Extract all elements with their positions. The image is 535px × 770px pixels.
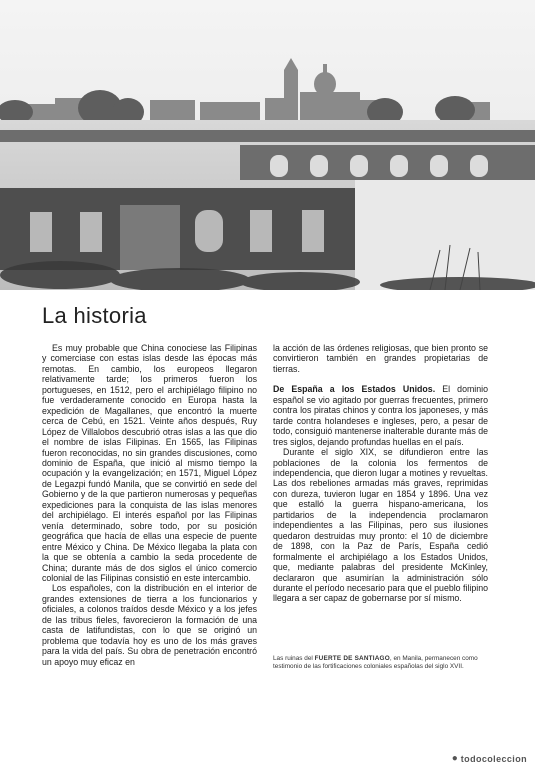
history-paragraph-1: Es muy probable que China conociese las Filipinas y comerciase con estas islas desde las épocas más remotas. En cambio, los europeos llegaron relativamente tarde; los primeros fueron los portugueses, en 1512, pero el archipiélago filipino no fue verdaderamente conocido en Europa hasta la expedición de Magallanes, que encontró la muerte cerca de Cebú, en 1521. Veinte años después, Ruy López de Villalobos descubrió otras islas a las que dio el nombre de islas Filipinas. En 1565, las Filipinas fueron reconocidas, no sin grandes discusiones, como dominio de España, que inició al mismo tiempo la ocupación y la evangelización; en 1571, Miguel López de Legazpi fundó Manila, que se convirtió en sede del Gobierno y de la que partieron numerosas y pequeñas expediciones para la conquista de las islas menores del archipiélago. El interés español por las Filipinas venía determinado, sobre todo, por su posición geográfica que hacía de ellas una especie de puente entre México y China. De México llegaba la plata con la que se obtenía a cambio la seda procedente de China; durante más de dos siglos el único comercio colonial de las Filipinas consistió en este intercambio. <box>42 343 257 583</box>
history-paragraph-4: Durante el siglo XIX, se difundieron entre las poblaciones de la colonia los fermentos de independencia, que dieron lugar a motines y revueltas. Las dos rebeliones armadas más graves, reprimidas con dureza, tuvieron lugar en 1854 y 1896. Una vez que estalló la guerra hispano-americana, los partidarios de la independencia proclamaron independientes a las Filipinas, pero sus ilusiones quedaron destruidas muy pronto: el 10 de diciembre de 1898, con la Paz de París, España cedió formalmente el archipiélago a los Estados Unidos, que, mediante palabras del presidente McKinley, declararon que asumirían la administración sólo durante el período necesario para que el pueblo filipino llegara a ser capaz de gobernarse por sí mismo. <box>273 447 488 604</box>
caption-suffix: , en Manila, permanecen como testimonio de las fortificaciones coloniales españolas del siglo XVII. <box>273 655 478 670</box>
subsection-paragraph <box>273 384 488 447</box>
subsection-first-text: El dominio español se vio agitado por guerras frecuentes, primero contra los piratas chinos y contra los japoneses, y más tarde contra holandeses e ingleses, pero, a pesar de todo, consiguió mantenerse inalterable durante más de tres siglos, dejando profundas huellas en el país. <box>273 384 488 447</box>
history-paragraph-2: Los españoles, con la distribución en el interior de grandes extensiones de tierra a los funcionarios y oficiales, a colonos traídos desde México y a los jefes de las tribus fieles, favorecieron la formación de una casta de latifundistas, con lo que se originó un problema que todavía hoy es uno de los más graves para la vida del país. Su obra de penetración encontró un apoyo muy eficaz en <box>42 583 257 667</box>
watermark-brand: todocoleccion <box>460 753 527 764</box>
fort-ruins-illustration <box>0 0 535 290</box>
caption-prefix: Las ruinas del <box>273 655 315 662</box>
watermark-dot-icon: ● <box>451 753 458 764</box>
photo-caption <box>273 655 488 670</box>
watermark <box>452 753 527 764</box>
history-paragraph-continuation: la acción de las órdenes religiosas, que bien pronto se convirtieron también en grandes propietarias de tierras. <box>273 343 488 374</box>
fort-santiago-photo <box>0 0 535 290</box>
section-title: La historia <box>42 303 147 328</box>
right-text-column <box>273 343 488 604</box>
caption-place: FUERTE DE SANTIAGO <box>314 655 390 662</box>
subsection-heading: De España a los Estados Unidos. <box>273 384 436 395</box>
left-text-column <box>42 343 257 667</box>
